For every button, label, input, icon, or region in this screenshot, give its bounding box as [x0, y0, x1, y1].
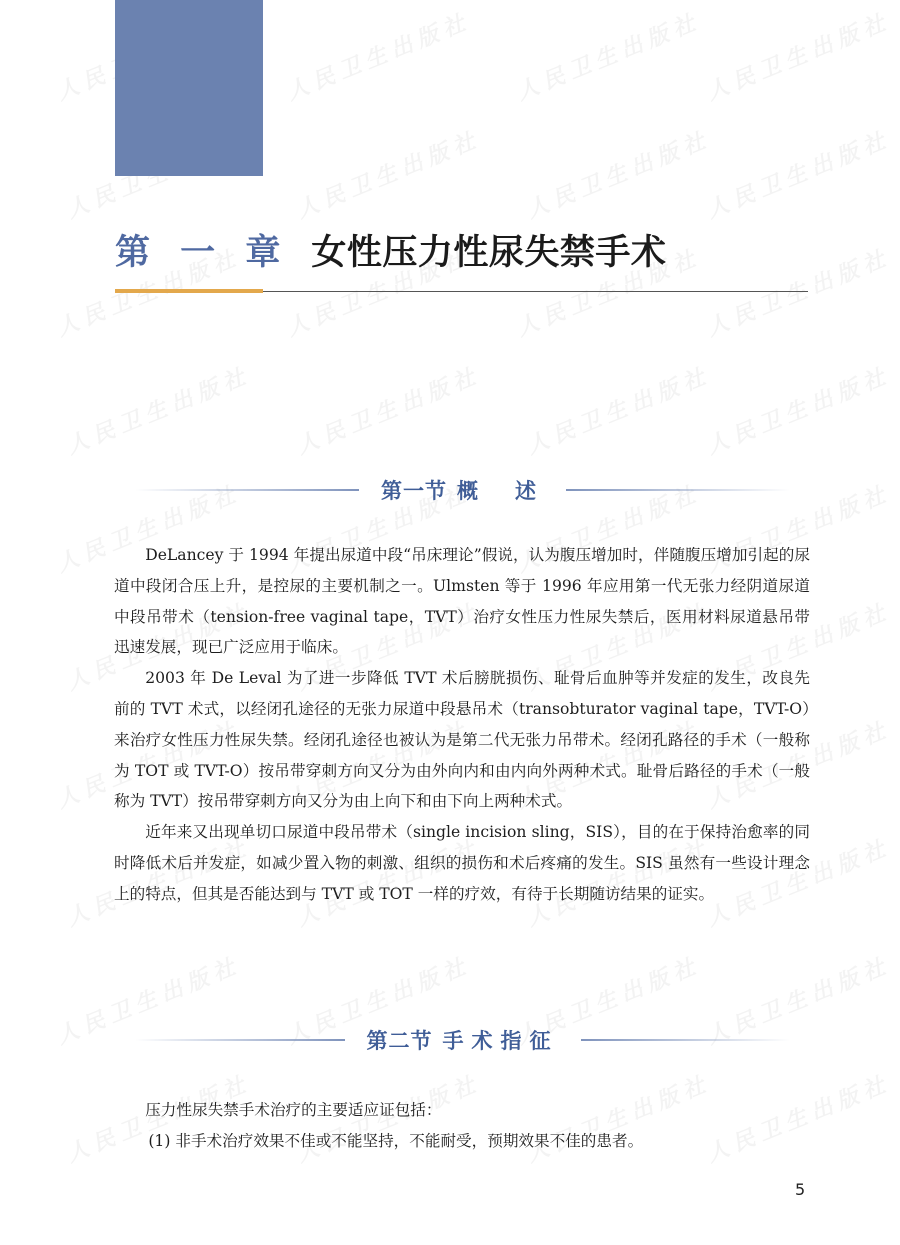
section-title: 手术指征: [442, 1029, 559, 1053]
section-title: 概 述: [457, 479, 544, 503]
watermark-text: [281, 4, 474, 106]
section-rule-left: [135, 1039, 345, 1041]
watermark-text: [521, 122, 714, 224]
paragraph: DeLancey 于 1994 年提出尿道中段“吊床理论”假说，认为腹压增加时，伴随腹压增加引起的尿道中段闭合压上升，是控尿的主要机制之一。Ulmsten 等于 1996 年应用第一代无张力经阴道尿道中段吊带术（tension-free vaginal tape，TVT）治疗女性压力性尿失禁后，医用材料尿道悬吊带迅速发展，现已广泛应用于临床。: [114, 546, 810, 657]
list-intro: 压力性尿失禁手术治疗的主要适应证包括：: [145, 1101, 442, 1119]
watermark-text: [291, 358, 484, 460]
section-rule-right: [566, 489, 790, 491]
section-body-overview: [114, 540, 810, 910]
chapter-title: 女性压力性尿失禁手术: [311, 233, 667, 273]
section-number: 第二节: [366, 1029, 433, 1053]
section-rule-right: [581, 1039, 791, 1041]
paragraph: 近年来又出现单切口尿道中段吊带术（single incision sling，SIS），目的在于保持治愈率的同时降低术后并发症，如减少置入物的刺激、组织的损伤和术后疼痛的发生。SIS 虽然有一些设计理念上的特点，但其是否能达到与 TVT 或 TOT 一样的疗效，有待于长期随访结果的证实。: [114, 823, 810, 903]
watermark-text: [701, 122, 894, 224]
section-rule-left: [135, 489, 359, 491]
watermark-text: [61, 358, 254, 460]
paragraph: 2003 年 De Leval 为了进一步降低 TVT 术后膀胱损伤、耻骨后血肿等并发症的发生，改良先前的 TVT 术式，以经闭孔途径的无张力尿道中段悬吊术（transobturator vaginal tape，TVT-O）来治疗女性压力性尿失禁。经闭孔途径也被认为是第二代无张力吊带术。经闭孔路径的手术（一般称为 TOT 或 TVT-O）按吊带穿刺方向又分为由外向内和由内向外两种术式。耻骨后路径的手术（一般称为 TVT）按吊带穿刺方向又分为由上向下和由下向上两种术式。: [114, 669, 810, 811]
section-label: [359, 475, 566, 505]
watermark-text: [511, 4, 704, 106]
section-label: [345, 1025, 581, 1055]
list-item: (1) 非手术治疗效果不佳或不能坚持，不能耐受，预期效果不佳的患者。: [148, 1132, 644, 1150]
watermark-text: [701, 4, 894, 106]
section-heading-overview: [135, 472, 790, 508]
chapter-underline: [263, 291, 808, 292]
chapter-heading: [115, 228, 666, 278]
watermark-text: [521, 358, 714, 460]
page-number: 5: [795, 1180, 806, 1199]
corner-color-block: [115, 0, 263, 176]
section-body-indications: [114, 1095, 810, 1157]
chapter-number: 第 一 章: [115, 233, 290, 273]
watermark-text: [701, 358, 894, 460]
chapter-accent-rule: [115, 289, 263, 293]
section-number: 第一节: [381, 479, 447, 503]
watermark-text: [291, 122, 484, 224]
section-heading-indications: [135, 1022, 790, 1058]
